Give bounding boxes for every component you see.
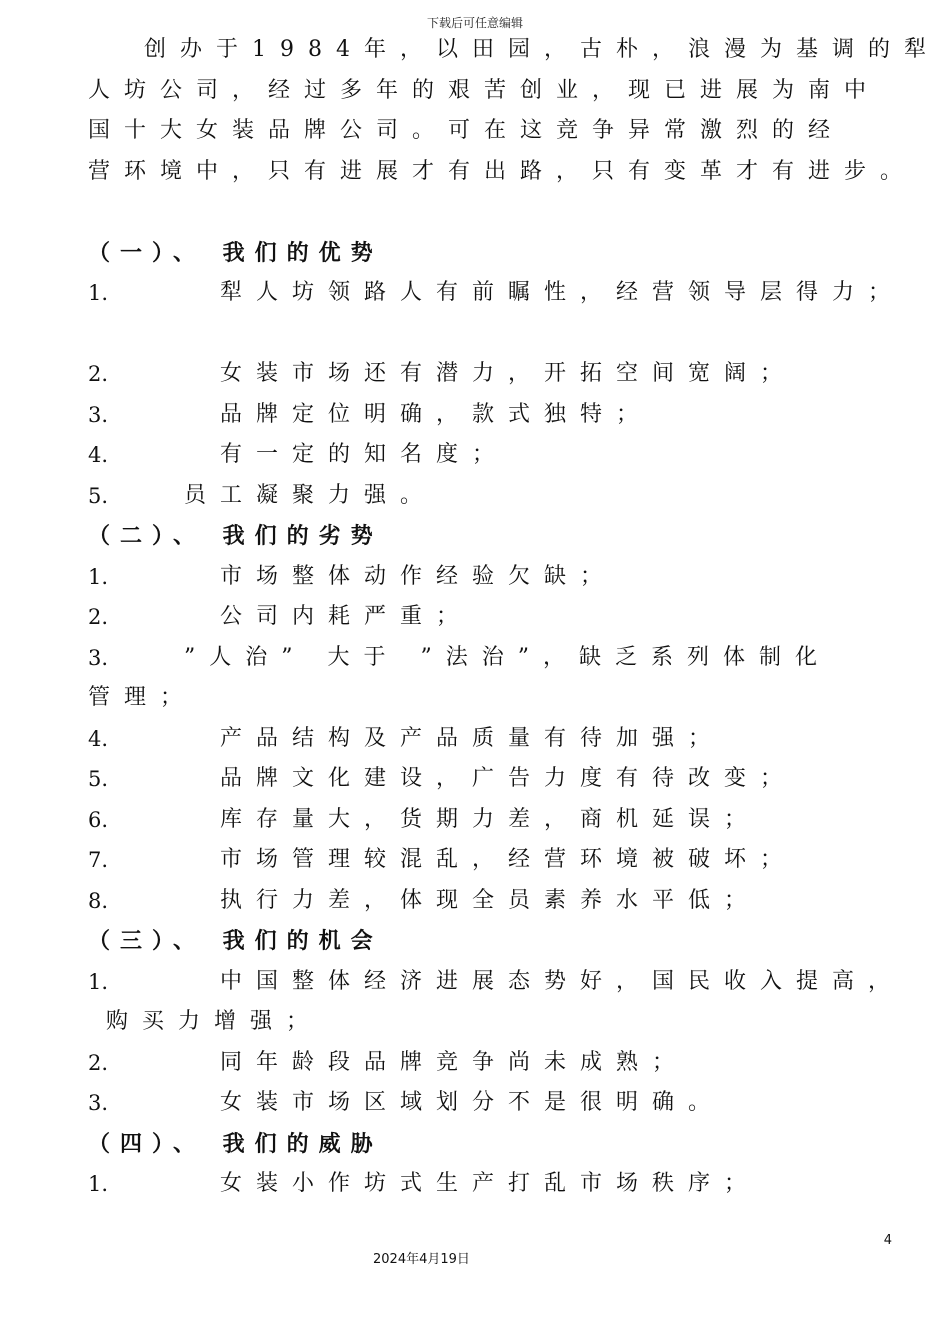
- item-number: 1.: [88, 281, 109, 305]
- list-item: [88, 719, 918, 760]
- intro-line: 营环境中，只有进展才有出路，只有变革才有进步。: [88, 158, 917, 184]
- item-number: 5.: [88, 483, 109, 508]
- item-text: 犁人坊领路人有前瞩性，经营领导层得力；: [220, 280, 905, 305]
- list-item: [88, 597, 918, 638]
- list-item: [88, 1164, 918, 1205]
- item-text: 员工凝聚力强。: [184, 482, 437, 508]
- item-number: 3.: [88, 645, 109, 670]
- item-text: 女装小作坊式生产打乱市场秩序；: [220, 1171, 761, 1196]
- intro-line: 人坊公司，经过多年的艰苦创业，现已进展为南中: [88, 77, 881, 103]
- item-number: 3.: [88, 1091, 109, 1115]
- list-item: [88, 800, 918, 841]
- item-text: 市场整体动作经验欠缺；: [220, 563, 617, 589]
- footer-date: 2024年4月19日: [373, 1252, 470, 1267]
- item-continuation: 购买力增强；: [106, 1009, 323, 1034]
- item-text: 中国整体经济进展态势好，国民收入提高，: [220, 968, 905, 994]
- section-heading: （一）、 我们的优势: [88, 239, 383, 266]
- item-continuation: 管理；: [88, 685, 197, 710]
- item-text: 品牌文化建设，广告力度有待改变；: [220, 766, 797, 791]
- item-number: 6.: [88, 807, 109, 832]
- list-item: [88, 435, 918, 476]
- list-item: [88, 759, 918, 800]
- item-number: 1.: [88, 1172, 109, 1196]
- list-item: [88, 1083, 918, 1124]
- item-text: 产品结构及产品质量有待加强；: [220, 725, 725, 751]
- item-number: 2.: [88, 605, 109, 629]
- list-item: [88, 638, 918, 679]
- intro-line: 创办于1984年，以田园，古朴，浪漫为基调的犁: [144, 37, 940, 62]
- item-text: 同年龄段品牌竞争尚未成熟；: [220, 1049, 689, 1075]
- item-number: 2.: [88, 1050, 109, 1075]
- list-item: [88, 840, 918, 881]
- list-item: [88, 962, 918, 1003]
- page-number: 4: [883, 1233, 892, 1248]
- item-text: 公司内耗严重；: [220, 604, 473, 629]
- blank-line: [88, 314, 918, 355]
- section-heading: （四）、 我们的威胁: [88, 1130, 383, 1157]
- section-heading: （三）、 我们的机会: [88, 928, 383, 954]
- list-item: [88, 395, 918, 436]
- list-item: [88, 881, 918, 922]
- section-heading: （二）、 我们的劣势: [88, 523, 383, 549]
- list-item: [88, 354, 918, 395]
- item-text: 有一定的知名度；: [220, 442, 509, 467]
- list-item: [88, 273, 918, 314]
- item-number: 1.: [88, 969, 109, 994]
- page-header: 下载后可任意编辑: [426, 16, 523, 30]
- item-number: 2.: [88, 362, 109, 386]
- item-number: 8.: [88, 888, 109, 913]
- item-text: 执行力差，体现全员素养水平低；: [220, 887, 761, 913]
- list-item: [88, 557, 918, 598]
- item-text: 市场管理较混乱，经营环境被破坏；: [220, 847, 797, 872]
- document-body: [88, 30, 940, 1205]
- item-text: 女装市场区域划分不是很明确。: [220, 1090, 725, 1115]
- item-text: 品牌定位明确，款式独特；: [220, 401, 653, 427]
- item-text: ”人治” 大于 ”法治”，缺乏系列体制化: [184, 644, 831, 670]
- item-number: 4.: [88, 443, 109, 467]
- item-number: 4.: [88, 726, 109, 751]
- item-text: 女装市场还有潜力，开拓空间宽阔；: [220, 361, 797, 386]
- item-number: 7.: [88, 848, 109, 872]
- item-number: 3.: [88, 402, 109, 427]
- item-text: 库存量大，货期力差，商机延误；: [220, 806, 761, 832]
- list-item: [88, 476, 918, 517]
- item-number: 5.: [88, 767, 109, 791]
- item-number: 1.: [88, 564, 109, 589]
- list-item: [88, 1043, 918, 1084]
- intro-line: 国十大女装品牌公司。可在这竞争异常激烈的经: [88, 118, 845, 143]
